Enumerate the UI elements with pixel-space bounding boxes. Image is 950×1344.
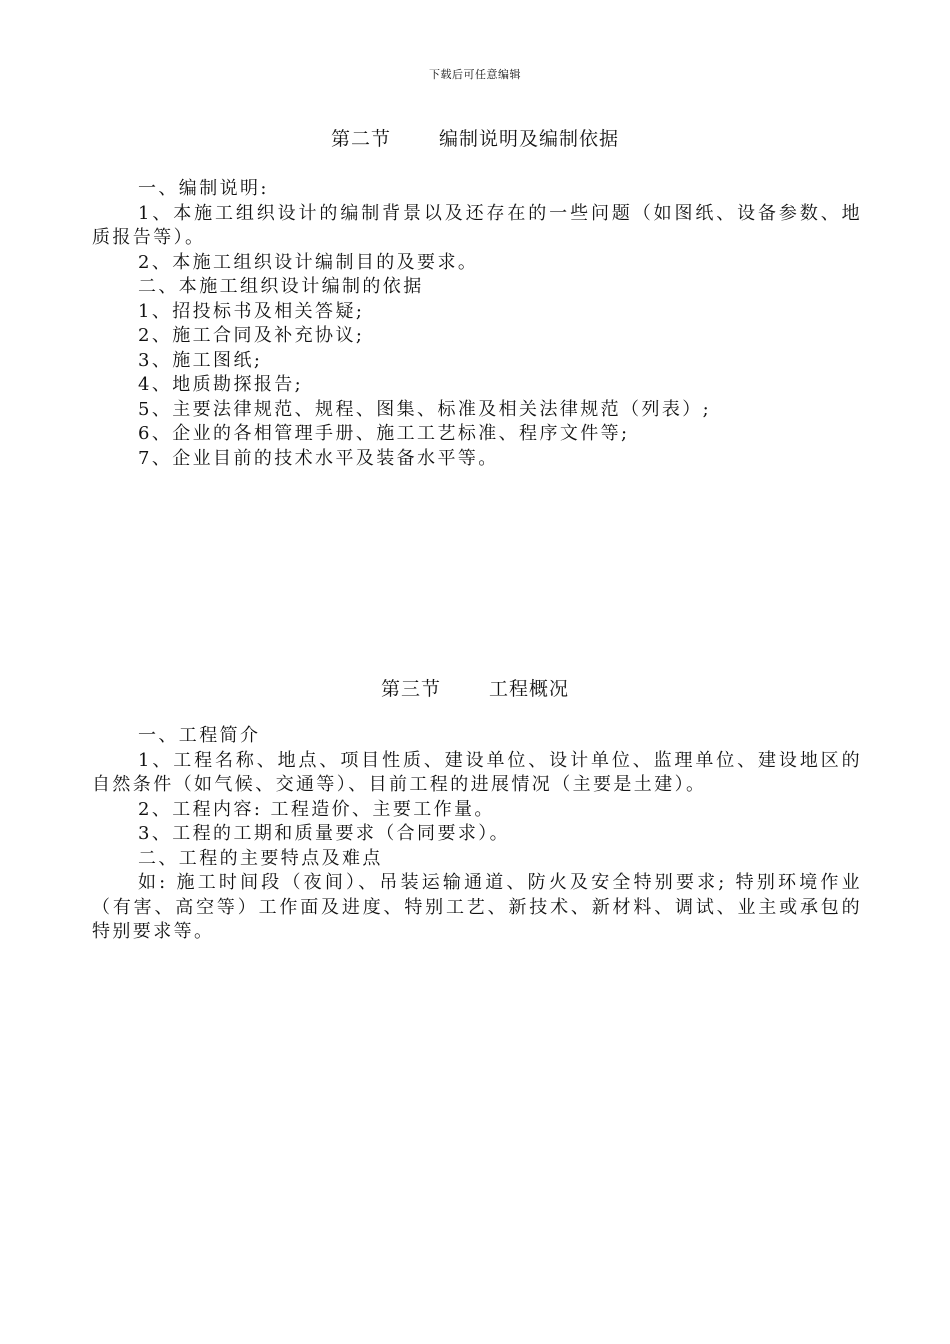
section-2-paragraph: 4、地质勘探报告; [138,374,304,395]
page-header-note: 下载后可任意编辑 [429,68,521,81]
section-2-paragraph: 2、施工合同及补充协议; [138,325,365,346]
section-2-paragraph: 2、本施工组织设计编制目的及要求。 [138,251,479,273]
section-2-title: 编制说明及编制依据 [439,128,620,150]
section-3-number: 第三节 [380,678,441,700]
section-2-number: 第二节 [330,128,391,150]
section-2-paragraph: 6、企业的各相管理手册、施工工艺标准、程序文件等; [138,423,630,444]
section-3-heading [0,674,950,701]
section-2-paragraph: 7、企业目前的技术水平及装备水平等。 [138,447,499,469]
section-2-paragraph: 3、施工图纸; [138,349,263,371]
section-2-heading [0,124,950,151]
section-2-paragraph: 1、招投标书及相关答疑; [138,300,365,322]
section-3-paragraph: 1、工程名称、地点、项目性质、建设单位、设计单位、监理单位、建设地区的自然条件（如气候、交通等）、目前工程的进展情况（主要是土建）。 [92,749,862,795]
section-2-paragraph: 5、主要法律规范、规程、图集、标准及相关法律规范（列表）; [138,398,712,420]
section-3-paragraph: 如: 施工时间段（夜间）、吊装运输通道、防火及安全特别要求; 特别环境作业（有害、高空等）工作面及进度、特别工艺、新技术、新材料、调试、业主或承包的特别要求等。 [92,872,862,942]
section-2-paragraph: 二、本施工组织设计编制的依据 [138,276,424,297]
section-2-paragraph: 1、本施工组织设计的编制背景以及还存在的一些问题（如图纸、设备参数、地质报告等）。 [92,202,862,248]
section-3-body [92,724,862,945]
section-2-body [92,177,862,471]
section-2-paragraph: 一、编制说明: [138,178,269,199]
section-3-paragraph: 3、工程的工期和质量要求（合同要求）。 [138,823,511,844]
section-3-paragraph: 2、工程内容: 工程造价、主要工作量。 [138,798,495,820]
section-3-title: 工程概况 [489,678,570,700]
section-3-paragraph: 二、工程的主要特点及难点 [138,847,383,869]
section-3-paragraph: 一、工程简介 [138,725,261,746]
